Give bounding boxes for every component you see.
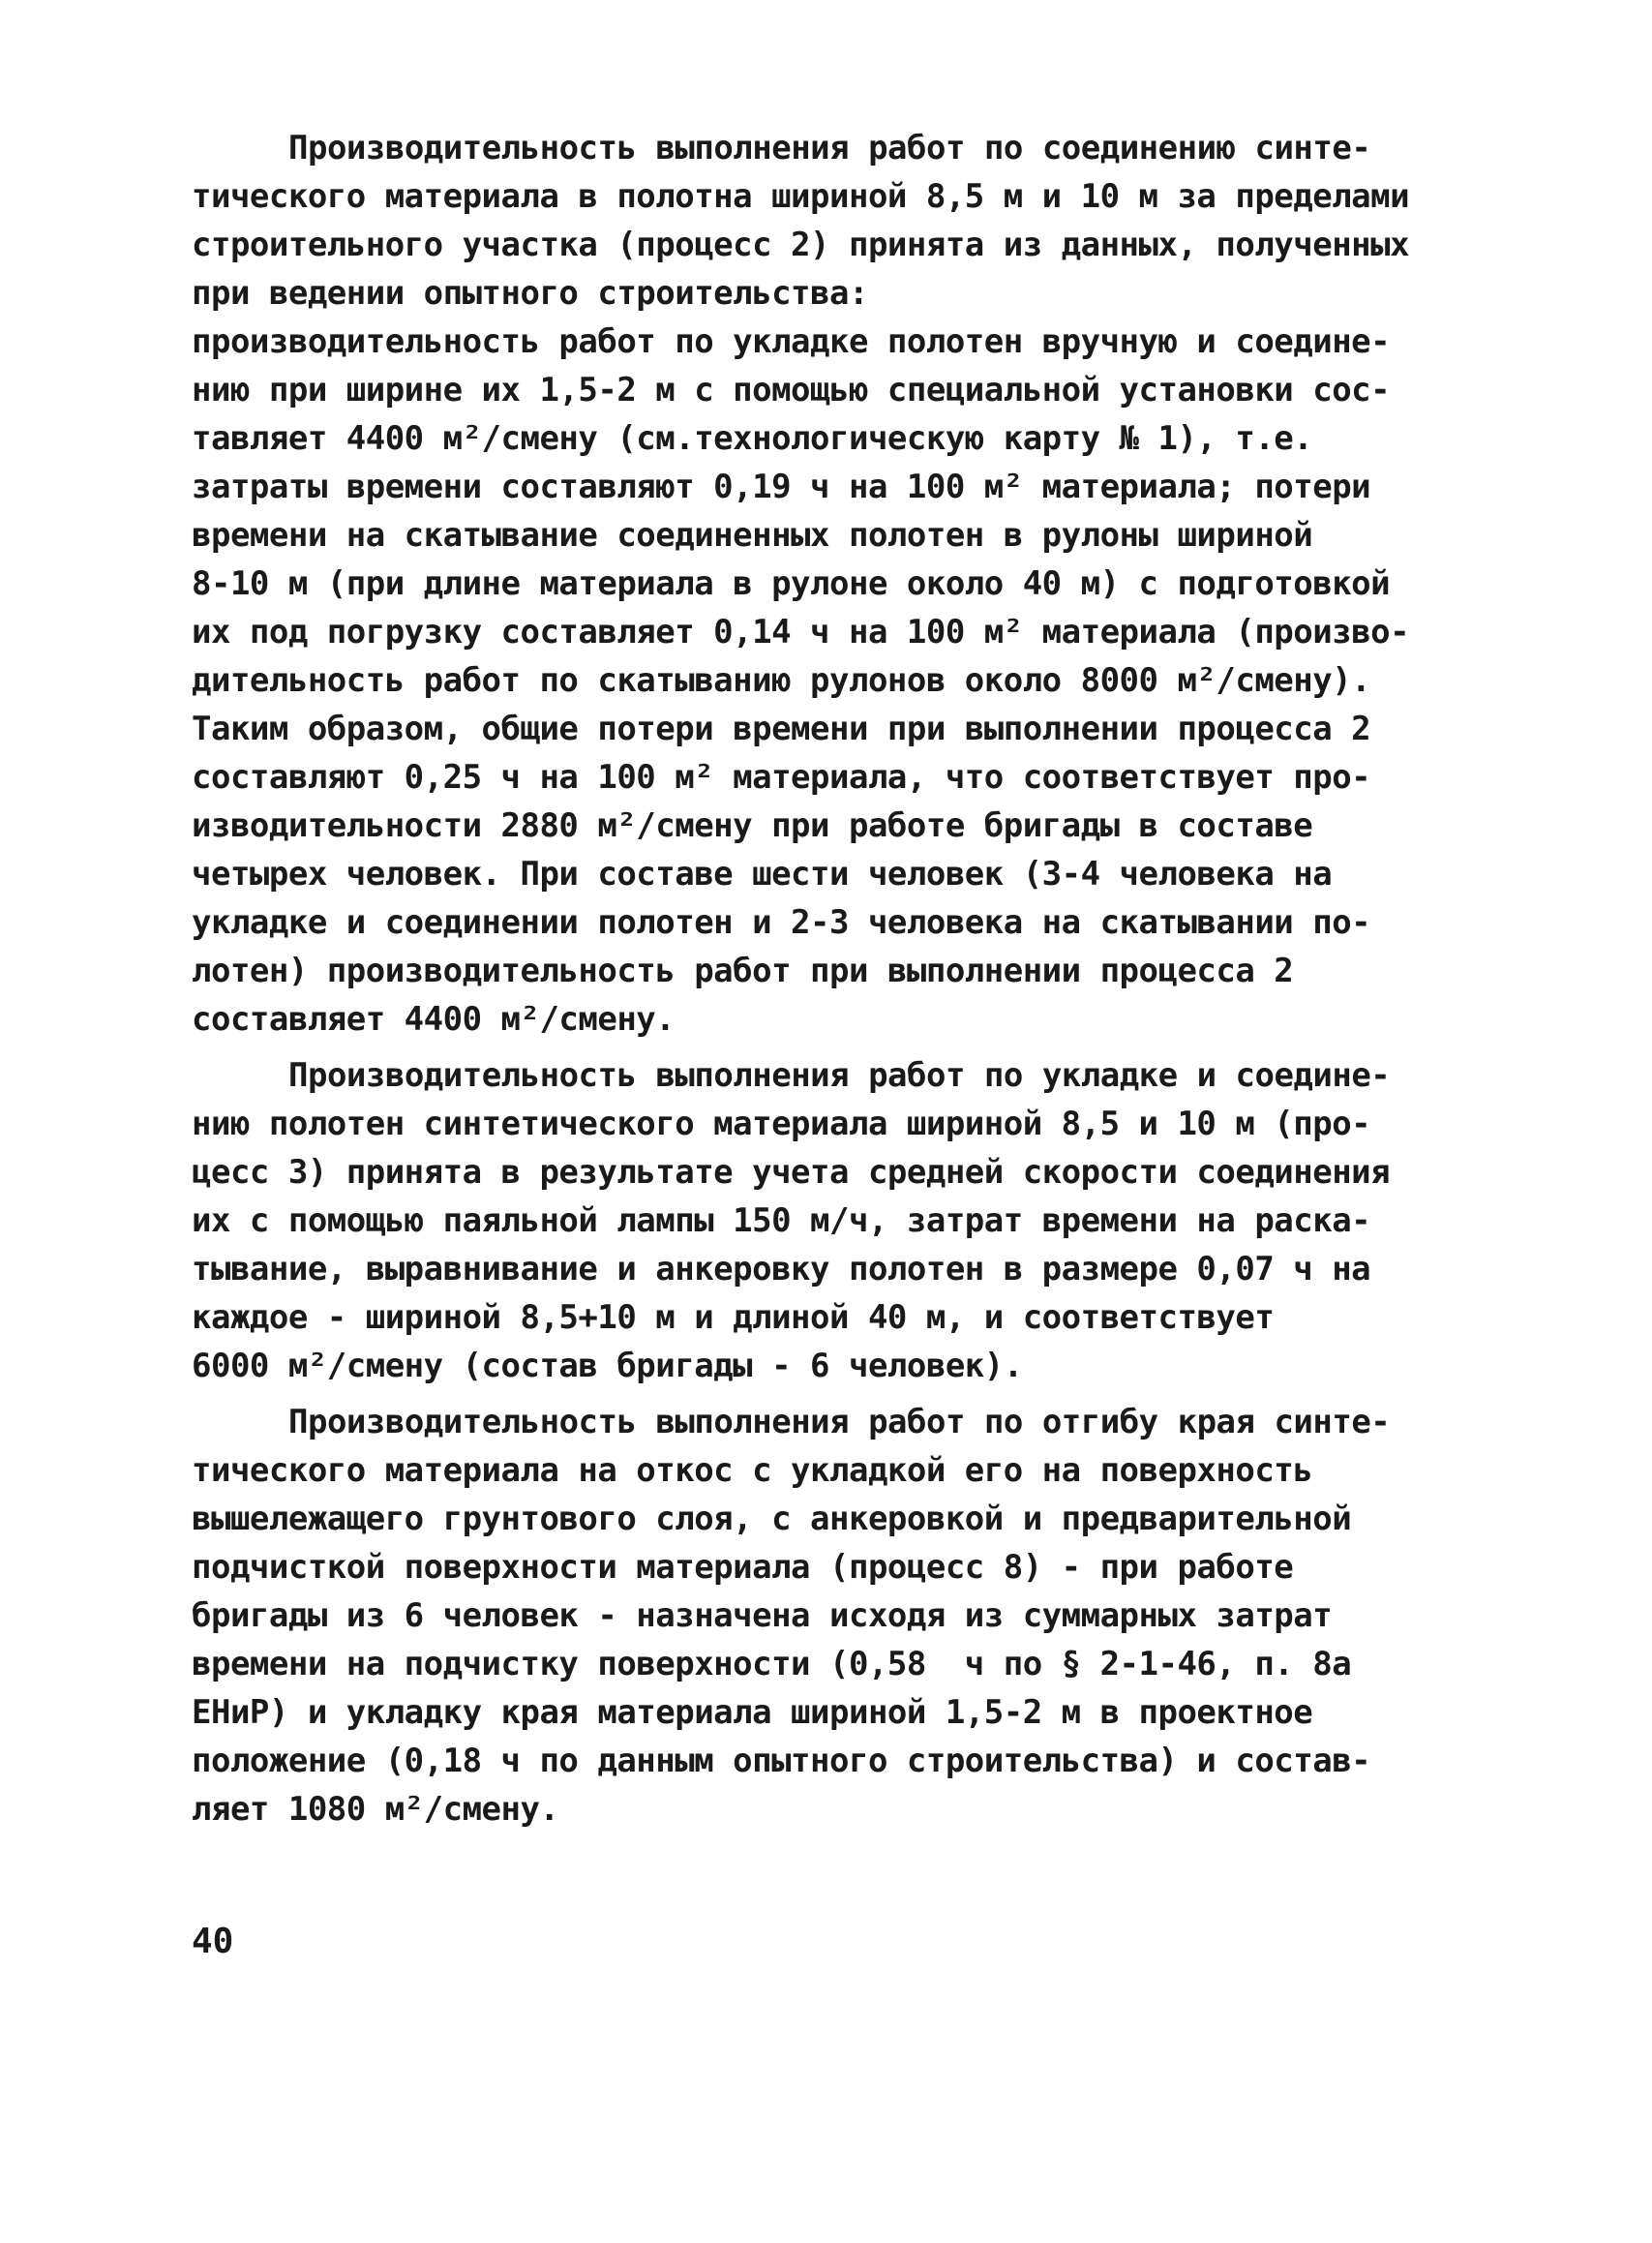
text-line: строительного участка (процесс 2) принята из данных, полученных xyxy=(192,226,1410,264)
text-line: каждое - шириной 8,5+10 м и длиной 40 м, и соответствует xyxy=(192,1298,1275,1337)
paragraph-gap xyxy=(192,1044,1450,1051)
text-line: изводительности 2880 м²/смену при работе бригады в составе xyxy=(192,806,1313,845)
page-number: 40 xyxy=(192,1922,234,1961)
text-line: вышележащего грунтового слоя, с анкеровкой и предварительной xyxy=(192,1500,1352,1538)
text-line: 6000 м²/смену (состав бригады - 6 человек). xyxy=(192,1347,1023,1385)
text-line: тического материала в полотна шириной 8,5 м и 10 м за пределами xyxy=(192,177,1410,216)
text-line: ляет 1080 м²/смену. xyxy=(192,1790,559,1829)
paragraph xyxy=(192,1051,1450,1390)
text-line: составляет 4400 м²/смену. xyxy=(192,1000,676,1039)
text-line: положение (0,18 ч по данным опытного строительства) и состав- xyxy=(192,1742,1371,1780)
text-line: составляют 0,25 ч на 100 м² материала, что соответствует про- xyxy=(192,758,1371,797)
text-line: подчисткой поверхности материала (процесс 8) - при работе xyxy=(192,1548,1294,1587)
text-line: при ведении опытного строительства: xyxy=(192,274,868,313)
text-line: дительность работ по скатыванию рулонов около 8000 м²/смену). xyxy=(192,661,1371,700)
paragraph xyxy=(192,124,1450,1044)
text-line: их под погрузку составляет 0,14 ч на 100 м² материала (произво- xyxy=(192,613,1410,652)
text-line: ЕНиР) и укладку края материала шириной 1,5-2 м в проектное xyxy=(192,1693,1313,1732)
text-line: цесс 3) принята в результате учета средней скорости соединения xyxy=(192,1153,1391,1192)
text-line: 8-10 м (при длине материала в рулоне около 40 м) с подготовкой xyxy=(192,564,1391,603)
text-line: их с помощью паяльной лампы 150 м/ч, затрат времени на раска- xyxy=(192,1201,1371,1240)
text-line: Таким образом, общие потери времени при выполнении процесса 2 xyxy=(192,710,1371,748)
text-line: нию при ширине их 1,5-2 м с помощью специальной установки сос- xyxy=(192,371,1391,409)
text-line: времени на подчистку поверхности (0,58 ч по § 2-1-46, п. 8а xyxy=(192,1645,1352,1683)
text-line: Производительность выполнения работ по отгибу края синте- xyxy=(288,1403,1391,1441)
text-line: Производительность выполнения работ по укладке и соедине- xyxy=(288,1056,1391,1095)
text-line: четырех человек. При составе шести человек (3-4 человека на xyxy=(192,855,1333,894)
text-line: тического материала на откос с укладкой его на поверхность xyxy=(192,1451,1313,1490)
paragraph-gap xyxy=(192,1390,1450,1398)
text-line: укладке и соединении полотен и 2-3 человека на скатывании по- xyxy=(192,903,1371,942)
text-line: лотен) производительность работ при выполнении процесса 2 xyxy=(192,952,1294,990)
text-line: Производительность выполнения работ по соединению синте- xyxy=(288,129,1371,167)
text-line: тывание, выравнивание и анкеровку полотен в размере 0,07 ч на xyxy=(192,1250,1371,1288)
text-line: тавляет 4400 м²/смену (см.технологическую карту № 1), т.е. xyxy=(192,419,1313,458)
text-line: бригады из 6 человек - назначена исходя из суммарных затрат xyxy=(192,1596,1333,1635)
document-body xyxy=(192,124,1450,1834)
text-line: производительность работ по укладке полотен вручную и соедине- xyxy=(192,322,1391,361)
paragraph xyxy=(192,1398,1450,1834)
text-line: времени на скатывание соединенных полотен в рулоны шириной xyxy=(192,516,1313,555)
text-line: нию полотен синтетического материала шириной 8,5 и 10 м (про- xyxy=(192,1105,1371,1143)
text-line: затраты времени составляют 0,19 ч на 100 м² материала; потери xyxy=(192,468,1371,506)
